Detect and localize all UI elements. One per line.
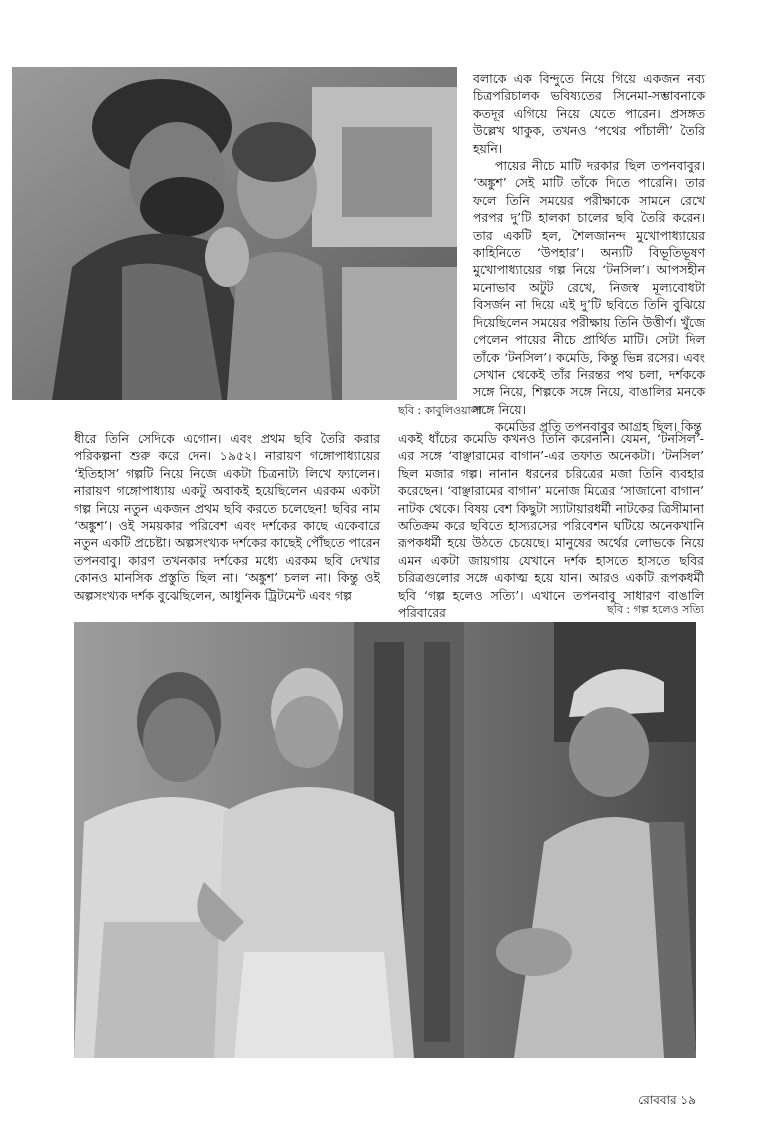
article-column-left-mid (74, 430, 380, 604)
page-footer: রোববার ১৯ (638, 1093, 696, 1107)
photo-golpo-holeo-sotti (74, 622, 696, 1058)
paragraph: বলাকে এক বিন্দুতে নিয়ে গিয়ে একজন নব্য চিত্রপরিচালক ভবিষ্যতের সিনেমা-সম্ভাবনাকে কতদূর এগিয়ে নিয়ে যেতে পারেন। প্রসঙ্গত উল্লেখ থাকুক, তখনও ‘পথের পাঁচালী’ তৈরি হয়নি। (473, 71, 705, 156)
paragraph: পায়ের নীচে মাটি দরকার ছিল তপনবাবুর। ‘অঙ্কুশ’ সেই মাটি তাঁকে দিতে পারেনি। তার ফলে তিনি সময়ের পরীক্ষাকে সামনে রেখে পরপর দু’টি হালকা চালের ছবি তৈরি করেন। তার একটি হল, শৈলজানন্দ মুখোপাধ্যায়ের কাহিনিতে ‘উপহার’। অন্যটি বিভূতিভূষণ মুখোপাধ্যায়ের গল্প নিয়ে ‘টনসিল’। আপসহীন মনোভাব অটুট রেখে, নিজস্ব মূল্যবোধটা বিসর্জন না দিয়ে এই দু’টি ছবিতে তিনি বুঝিয়ে দিয়েছিলেন সময়ের পরীক্ষায় তিনি উত্তীর্ণ। খুঁজে পেলেন পায়ের নীচে প্রার্থিত মাটি। সেটা দিল তাঁকে ‘টনসিল’। কমেডি, কিন্তু ভিন্ন রসের। এবং সেখান থেকেই তাঁর নিরন্তর পথ চলা, দর্শককে সঙ্গে নিয়ে, শিল্পকে সঙ্গে নিয়ে, বাঙালির মনকে সঙ্গে নিয়ে। (473, 158, 705, 417)
photo-caption-kabuliwala: ছবি : কাবুলিওয়ালা (398, 404, 483, 417)
photo-kabuliwala (12, 67, 457, 400)
article-column-right-top (473, 70, 705, 436)
paragraph: ধীরে তিনি সেদিকে এগোন। এবং প্রথম ছবি তৈরি করার পরিকল্পনা শুরু করে দেন। ১৯৫২। নারায়ণ গঙ্গোপাধ্যায়ের ‘ইতিহাস’ গল্পটি নিয়ে নিজে একটা চিত্রনাট্য লিখে ফ্যালেন। নারায়ণ গঙ্গোপাধ্যায় একটু অবাকই হয়েছিলেন এরকম একটা গল্প নিয়ে নতুন একজন প্রথম ছবি করতে চলেছেন! ছবির নাম ‘অঙ্কুশ’। ওই সময়কার পরিবেশ এবং দর্শকের কাছে একেবারে নতুন একটি প্রচেষ্টা। অল্পসংখ্যক দর্শকের কাছেই পৌঁছতে পারেন তপনবাবু। কারণ তখনকার দর্শকের মধ্যে এরকম ছবি দেখার কোনও মানসিক প্রস্তুতি ছিল না। ‘অঙ্কুশ’ চলল না। কিন্তু ওই অল্পসংখ্যক দর্শক বুঝেছিলেন, আধুনিক ট্রিটমেন্ট এবং গল্প (74, 431, 380, 603)
paragraph: কমেডির প্রতি তপনবাবুর আগ্রহ ছিল। কিন্তু (495, 419, 702, 435)
paragraph: একই ধাঁচের কমেডি কখনও তিনি করেননি। যেমন, ‘টনসিল’-এর সঙ্গে ‘বাঞ্ছারামের বাগান’-এর তফাত অনেকটা। ‘টনসিল’ ছিল মজার গল্প। নানান ধরনের চরিত্রের মজা তিনি ব্যবহার করেছেন। ‘বাঞ্ছারামের বাগান’ মনোজ মিত্রের ‘সাজানো বাগান’ নাটক থেকে। বিষয় বেশ কিছুটা স্যাটায়ারধর্মী নাটকের ত্রিসীমানা অতিক্রম করে ছবিতে হাস্যরসের পরিবেশন ঘটিয়ে অনেকখানি রূপকধর্মী হয়ে উঠতে চেয়েছে। মানুষের অর্থের লোভকে নিয়ে এমন একটা জায়গায় যেখানে দর্শক হাসতে হাসতে ছবির চরিত্রগুলোর সঙ্গে একাত্ম হয়ে যান। আরও একটি রূপকধর্মী ছবি ‘গল্প হলেও সত্যি’। এখানে তপনবাবু সাধারণ বাঙালি পরিবারের (398, 431, 704, 621)
photo-caption-golpo-holeo-sotti: ছবি : গল্প হলেও সত্যি (607, 603, 705, 616)
article-column-right-mid (398, 430, 704, 621)
